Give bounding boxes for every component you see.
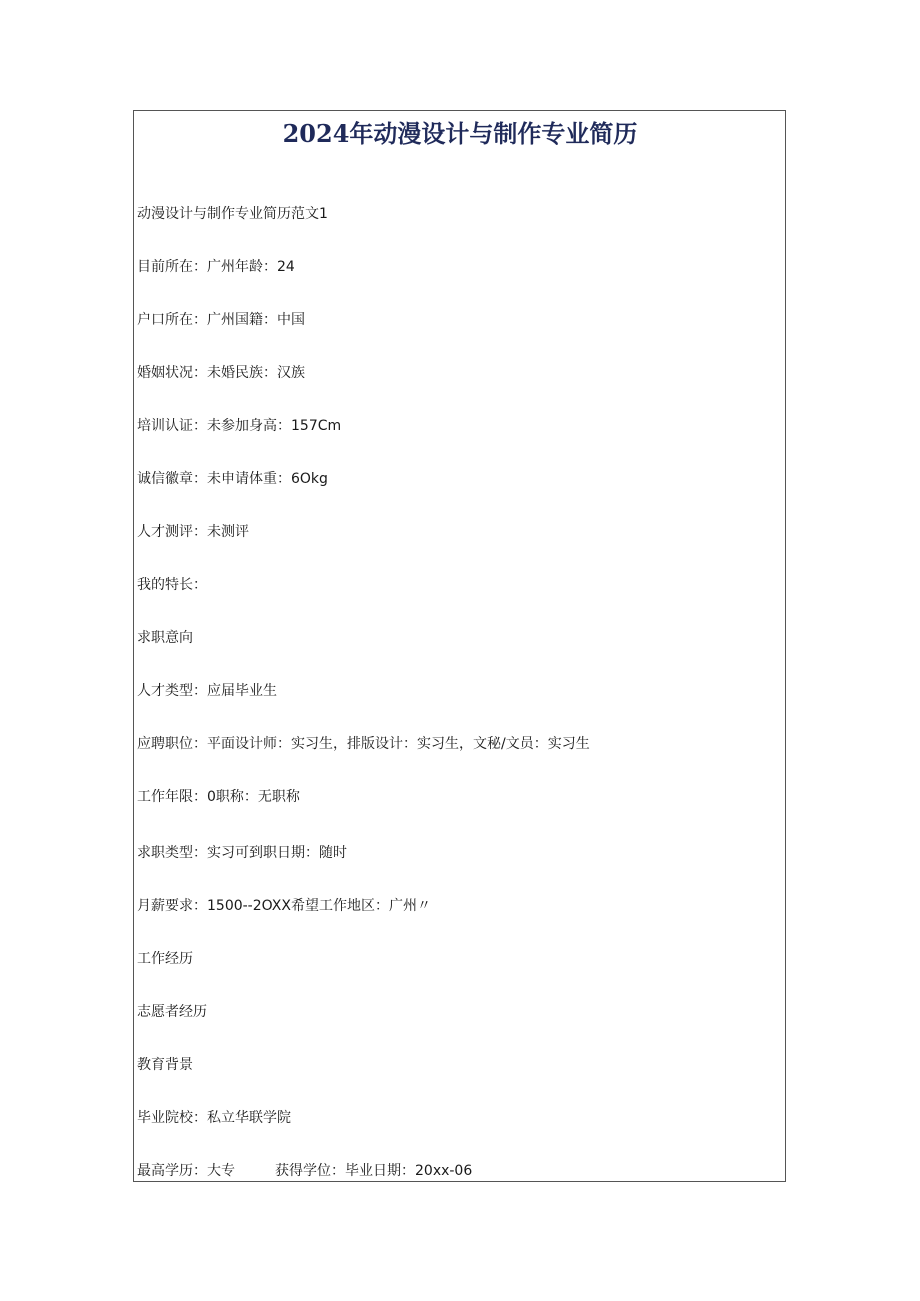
info-line-job-type-date: 求职类型：实习可到职日期：随时	[137, 845, 347, 861]
info-line-education-degree	[137, 1161, 472, 1181]
info-line-badge-weight: 诚信徽章：未申请体重：6Okg	[137, 471, 328, 487]
info-line-training-height: 培训认证：未参加身高：157Cm	[137, 418, 342, 434]
info-line-assessment: 人才测评：未测评	[137, 524, 249, 540]
info-line-specialty: 我的特长：	[137, 577, 207, 593]
info-line-marital-ethnicity: 婚姻状况：未婚民族：汉族	[137, 365, 305, 381]
info-line-hukou-nationality: 户口所在：广州国籍：中国	[137, 312, 305, 328]
section-heading-education: 教育背景	[137, 1057, 193, 1073]
info-line-positions: 应聘职位：平面设计师：实习生，排版设计：实习生，文秘/文员：实习生	[137, 736, 590, 752]
info-line-talent-type: 人才类型：应届毕业生	[137, 683, 277, 699]
resume-subtitle: 动漫设计与制作专业简历范文1	[137, 206, 328, 222]
education-level: 最高学历：大专	[137, 1163, 235, 1179]
section-heading-work-experience: 工作经历	[137, 951, 193, 967]
info-line-location-age: 目前所在：广州年龄：24	[137, 259, 295, 275]
info-line-salary-region: 月薪要求：1500--2OXX希望工作地区：广州〃	[137, 898, 431, 914]
info-line-years-title: 工作年限：0职称：无职称	[137, 789, 300, 805]
section-heading-job-intention: 求职意向	[137, 630, 193, 646]
section-heading-volunteer-experience: 志愿者经历	[137, 1004, 207, 1020]
degree-graduation-date: 获得学位：毕业日期：20xx-06	[275, 1163, 473, 1179]
info-line-school: 毕业院校：私立华联学院	[137, 1110, 291, 1126]
document-title: 2024年动漫设计与制作专业简历	[282, 119, 638, 148]
